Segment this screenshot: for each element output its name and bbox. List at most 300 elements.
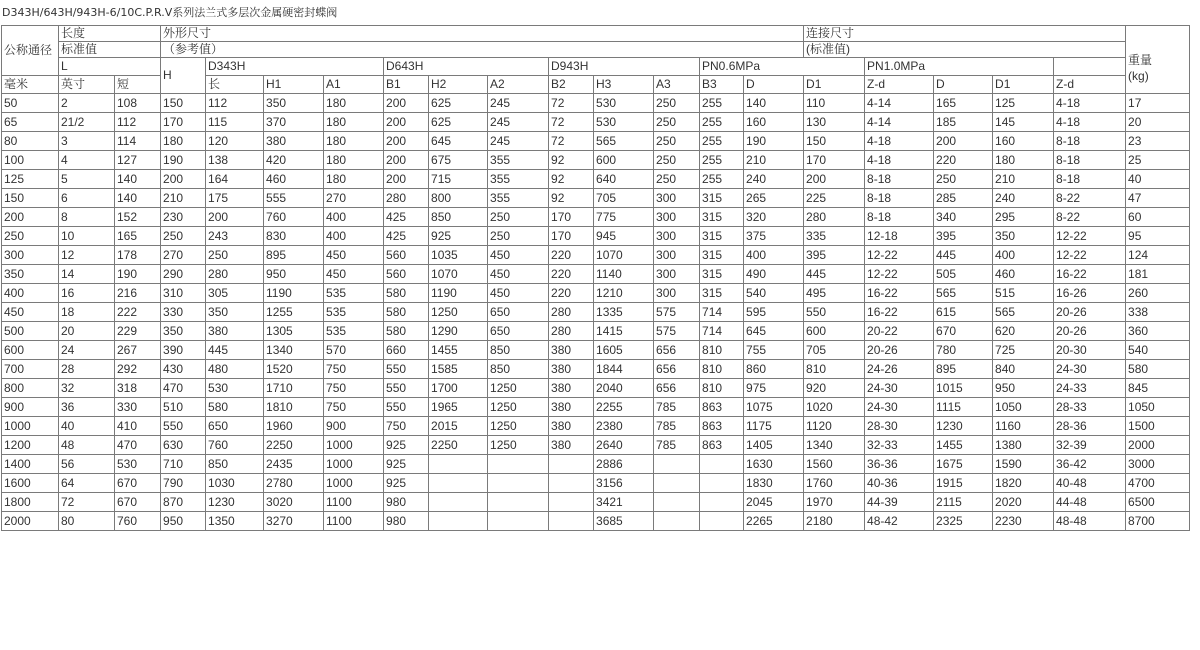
table-cell: 190 bbox=[744, 132, 804, 151]
table-cell: 550 bbox=[804, 303, 865, 322]
table-cell: 2115 bbox=[934, 493, 993, 512]
table-cell: 535 bbox=[324, 284, 384, 303]
table-cell: 656 bbox=[654, 341, 700, 360]
table-cell: 650 bbox=[488, 322, 549, 341]
table-cell: 124 bbox=[1126, 246, 1190, 265]
table-cell: 220 bbox=[549, 246, 594, 265]
table-cell: 895 bbox=[264, 246, 324, 265]
table-cell: 243 bbox=[206, 227, 264, 246]
table-cell: 785 bbox=[654, 398, 700, 417]
table-cell: 850 bbox=[488, 360, 549, 379]
table-cell: 380 bbox=[549, 398, 594, 417]
table-cell: 460 bbox=[264, 170, 324, 189]
table-cell: 280 bbox=[804, 208, 865, 227]
table-cell: 1175 bbox=[744, 417, 804, 436]
table-cell: 4-14 bbox=[865, 113, 934, 132]
table-cell: 615 bbox=[934, 303, 993, 322]
table-cell: 490 bbox=[744, 265, 804, 284]
table-row bbox=[2, 113, 1190, 132]
table-cell: 28-36 bbox=[1054, 417, 1126, 436]
table-cell: 338 bbox=[1126, 303, 1190, 322]
table-cell: 200 bbox=[384, 132, 429, 151]
table-cell: 245 bbox=[488, 113, 549, 132]
table-cell: 480 bbox=[206, 360, 264, 379]
table-cell: 8-18 bbox=[1054, 170, 1126, 189]
table-cell: 714 bbox=[700, 303, 744, 322]
table-cell: 150 bbox=[2, 189, 59, 208]
table-cell: 1070 bbox=[429, 265, 488, 284]
table-cell: 505 bbox=[934, 265, 993, 284]
table-cell: 1455 bbox=[429, 341, 488, 360]
table-cell: 640 bbox=[594, 170, 654, 189]
table-cell: 550 bbox=[384, 360, 429, 379]
table-cell: 1230 bbox=[934, 417, 993, 436]
table-cell: 23 bbox=[1126, 132, 1190, 151]
table-cell: 12-18 bbox=[865, 227, 934, 246]
table-cell: 300 bbox=[654, 265, 700, 284]
table-cell: 1585 bbox=[429, 360, 488, 379]
table-cell: 190 bbox=[161, 151, 206, 170]
table-cell: 1810 bbox=[264, 398, 324, 417]
table-cell: 178 bbox=[115, 246, 161, 265]
table-cell: 28-33 bbox=[1054, 398, 1126, 417]
table-cell: 295 bbox=[993, 208, 1054, 227]
table-cell: 180 bbox=[324, 151, 384, 170]
table-cell: 1140 bbox=[594, 265, 654, 284]
table-cell: 350 bbox=[264, 94, 324, 113]
table-cell: 114 bbox=[115, 132, 161, 151]
table-cell: 64 bbox=[59, 474, 115, 493]
table-cell: 400 bbox=[2, 284, 59, 303]
table-cell: 280 bbox=[549, 303, 594, 322]
table-cell: 580 bbox=[1126, 360, 1190, 379]
table-cell: 1820 bbox=[993, 474, 1054, 493]
table-cell: 1415 bbox=[594, 322, 654, 341]
header-model-d343h: D343H bbox=[206, 58, 384, 76]
table-cell: 850 bbox=[206, 455, 264, 474]
table-cell: 725 bbox=[993, 341, 1054, 360]
table-row bbox=[2, 246, 1190, 265]
table-cell: 340 bbox=[934, 208, 993, 227]
header-pn06: PN0.6MPa bbox=[700, 58, 865, 76]
table-cell: 200 bbox=[161, 170, 206, 189]
table-cell: 350 bbox=[993, 227, 1054, 246]
table-cell: 425 bbox=[384, 208, 429, 227]
header-sub-a1: A1 bbox=[324, 76, 384, 94]
table-cell: 670 bbox=[115, 493, 161, 512]
header-sub-h3: H3 bbox=[594, 76, 654, 94]
table-cell: 36-42 bbox=[1054, 455, 1126, 474]
table-cell: 580 bbox=[384, 303, 429, 322]
table-cell: 310 bbox=[161, 284, 206, 303]
table-cell: 850 bbox=[429, 208, 488, 227]
table-cell: 625 bbox=[429, 113, 488, 132]
table-cell: 1250 bbox=[488, 379, 549, 398]
table-cell: 1015 bbox=[934, 379, 993, 398]
table-cell: 1050 bbox=[993, 398, 1054, 417]
table-cell: 210 bbox=[744, 151, 804, 170]
table-cell bbox=[549, 512, 594, 531]
table-cell: 760 bbox=[115, 512, 161, 531]
header-length-label: 长度 bbox=[59, 26, 161, 42]
table-cell: 3156 bbox=[594, 474, 654, 493]
table-cell: 21/2 bbox=[59, 113, 115, 132]
table-cell: 28-30 bbox=[865, 417, 934, 436]
table-cell: 380 bbox=[549, 360, 594, 379]
table-cell: 925 bbox=[384, 436, 429, 455]
table-cell: 65 bbox=[2, 113, 59, 132]
table-cell: 1075 bbox=[744, 398, 804, 417]
table-cell: 2250 bbox=[429, 436, 488, 455]
header-sub-a2: A2 bbox=[488, 76, 549, 94]
table-cell bbox=[700, 455, 744, 474]
table-cell: 760 bbox=[206, 436, 264, 455]
table-cell: 120 bbox=[206, 132, 264, 151]
table-cell: 24-30 bbox=[865, 398, 934, 417]
table-cell: 620 bbox=[993, 322, 1054, 341]
table-cell: 863 bbox=[700, 436, 744, 455]
table-cell: 110 bbox=[804, 94, 865, 113]
table-cell: 560 bbox=[384, 246, 429, 265]
table-cell: 160 bbox=[744, 113, 804, 132]
table-cell: 200 bbox=[384, 94, 429, 113]
table-cell: 4-18 bbox=[1054, 113, 1126, 132]
table-cell: 40-48 bbox=[1054, 474, 1126, 493]
table-cell: 750 bbox=[384, 417, 429, 436]
table-cell: 44-48 bbox=[1054, 493, 1126, 512]
table-cell: 705 bbox=[594, 189, 654, 208]
table-cell: 24-33 bbox=[1054, 379, 1126, 398]
table-cell: 180 bbox=[324, 170, 384, 189]
table-cell bbox=[700, 474, 744, 493]
table-cell: 950 bbox=[264, 265, 324, 284]
table-cell bbox=[488, 493, 549, 512]
header-model-d643h: D643H bbox=[384, 58, 549, 76]
table-cell: 375 bbox=[744, 227, 804, 246]
table-cell: 360 bbox=[1126, 322, 1190, 341]
table-cell: 1600 bbox=[2, 474, 59, 493]
table-cell: 100 bbox=[2, 151, 59, 170]
table-row bbox=[2, 398, 1190, 417]
table-cell: 1255 bbox=[264, 303, 324, 322]
table-cell: 138 bbox=[206, 151, 264, 170]
table-cell: 630 bbox=[161, 436, 206, 455]
table-cell: 270 bbox=[324, 189, 384, 208]
table-cell: 245 bbox=[488, 132, 549, 151]
table-cell: 1960 bbox=[264, 417, 324, 436]
header-sub-h1: H1 bbox=[264, 76, 324, 94]
table-cell: 450 bbox=[488, 265, 549, 284]
table-cell: 80 bbox=[2, 132, 59, 151]
table-cell: 1500 bbox=[1126, 417, 1190, 436]
table-cell: 975 bbox=[744, 379, 804, 398]
table-cell: 840 bbox=[993, 360, 1054, 379]
table-cell: 48 bbox=[59, 436, 115, 455]
table-cell: 1290 bbox=[429, 322, 488, 341]
table-cell: 3020 bbox=[264, 493, 324, 512]
table-cell: 2325 bbox=[934, 512, 993, 531]
table-cell: 145 bbox=[993, 113, 1054, 132]
table-cell: 410 bbox=[115, 417, 161, 436]
table-cell bbox=[429, 455, 488, 474]
table-cell: 1675 bbox=[934, 455, 993, 474]
table-cell: 250 bbox=[934, 170, 993, 189]
table-cell: 40 bbox=[59, 417, 115, 436]
table-cell: 4-18 bbox=[865, 132, 934, 151]
table-cell: 8-18 bbox=[865, 189, 934, 208]
table-cell: 535 bbox=[324, 322, 384, 341]
table-cell: 755 bbox=[744, 341, 804, 360]
table-cell bbox=[654, 512, 700, 531]
table-cell: 4-18 bbox=[865, 151, 934, 170]
table-cell bbox=[654, 455, 700, 474]
table-cell: 670 bbox=[115, 474, 161, 493]
table-cell: 24-26 bbox=[865, 360, 934, 379]
table-cell: 540 bbox=[744, 284, 804, 303]
table-cell: 335 bbox=[804, 227, 865, 246]
table-cell: 300 bbox=[654, 227, 700, 246]
table-cell: 380 bbox=[549, 341, 594, 360]
table-cell: 595 bbox=[744, 303, 804, 322]
table-cell: 1800 bbox=[2, 493, 59, 512]
table-cell bbox=[429, 474, 488, 493]
table-cell: 2255 bbox=[594, 398, 654, 417]
table-cell: 20 bbox=[59, 322, 115, 341]
table-cell: 540 bbox=[1126, 341, 1190, 360]
table-cell: 1630 bbox=[744, 455, 804, 474]
table-cell: 1000 bbox=[324, 436, 384, 455]
table-cell: 48-42 bbox=[865, 512, 934, 531]
header-length-symbol: L bbox=[59, 58, 161, 76]
table-cell: 8700 bbox=[1126, 512, 1190, 531]
table-cell: 72 bbox=[59, 493, 115, 512]
header-outer-dimensions: 外形尺寸 bbox=[161, 26, 804, 42]
table-cell: 715 bbox=[429, 170, 488, 189]
table-cell: 2045 bbox=[744, 493, 804, 512]
table-cell: 380 bbox=[549, 379, 594, 398]
table-cell: 4700 bbox=[1126, 474, 1190, 493]
table-cell: 645 bbox=[429, 132, 488, 151]
table-cell: 700 bbox=[2, 360, 59, 379]
table-cell: 460 bbox=[993, 265, 1054, 284]
header-sub-long: 长 bbox=[206, 76, 264, 94]
table-cell: 8-22 bbox=[1054, 208, 1126, 227]
table-row bbox=[2, 265, 1190, 284]
table-cell: 3270 bbox=[264, 512, 324, 531]
table-cell: 355 bbox=[488, 189, 549, 208]
table-cell: 25 bbox=[1126, 151, 1190, 170]
table-cell: 1340 bbox=[264, 341, 324, 360]
header-sub-pn06-zd: Z-d bbox=[865, 76, 934, 94]
table-cell: 1000 bbox=[324, 455, 384, 474]
table-cell: 1335 bbox=[594, 303, 654, 322]
table-cell: 1350 bbox=[206, 512, 264, 531]
table-cell: 1000 bbox=[2, 417, 59, 436]
table-cell: 495 bbox=[804, 284, 865, 303]
table-cell: 24-30 bbox=[865, 379, 934, 398]
table-cell: 32 bbox=[59, 379, 115, 398]
table-cell bbox=[549, 474, 594, 493]
table-cell: 1970 bbox=[804, 493, 865, 512]
table-cell: 1250 bbox=[429, 303, 488, 322]
table-cell: 1700 bbox=[429, 379, 488, 398]
table-cell: 47 bbox=[1126, 189, 1190, 208]
table-cell: 510 bbox=[161, 398, 206, 417]
table-cell: 260 bbox=[1126, 284, 1190, 303]
table-cell: 229 bbox=[115, 322, 161, 341]
table-cell: 265 bbox=[744, 189, 804, 208]
table-cell: 6 bbox=[59, 189, 115, 208]
table-cell: 8-18 bbox=[865, 208, 934, 227]
table-cell: 395 bbox=[804, 246, 865, 265]
table-cell: 1560 bbox=[804, 455, 865, 474]
table-cell: 380 bbox=[264, 132, 324, 151]
table-cell: 250 bbox=[654, 113, 700, 132]
table-cell: 150 bbox=[161, 94, 206, 113]
table-cell: 280 bbox=[206, 265, 264, 284]
table-cell: 3 bbox=[59, 132, 115, 151]
header-model-d943h: D943H bbox=[549, 58, 700, 76]
table-cell: 3421 bbox=[594, 493, 654, 512]
table-cell: 1030 bbox=[206, 474, 264, 493]
table-cell: 355 bbox=[488, 151, 549, 170]
table-cell: 72 bbox=[549, 132, 594, 151]
table-cell: 300 bbox=[654, 189, 700, 208]
table-cell: 550 bbox=[384, 398, 429, 417]
table-cell: 112 bbox=[206, 94, 264, 113]
table-cell: 850 bbox=[488, 341, 549, 360]
header-sub-b2: B2 bbox=[549, 76, 594, 94]
table-cell: 200 bbox=[2, 208, 59, 227]
table-cell: 170 bbox=[161, 113, 206, 132]
table-cell: 925 bbox=[429, 227, 488, 246]
table-cell: 220 bbox=[934, 151, 993, 170]
table-cell: 925 bbox=[384, 474, 429, 493]
table-cell: 24-30 bbox=[1054, 360, 1126, 379]
table-cell: 710 bbox=[161, 455, 206, 474]
table-cell: 1160 bbox=[993, 417, 1054, 436]
table-cell: 4-14 bbox=[865, 94, 934, 113]
table-cell: 580 bbox=[206, 398, 264, 417]
table-cell: 216 bbox=[115, 284, 161, 303]
table-cell: 565 bbox=[934, 284, 993, 303]
table-cell: 315 bbox=[700, 265, 744, 284]
table-row bbox=[2, 94, 1190, 113]
table-cell: 535 bbox=[324, 303, 384, 322]
table-cell: 400 bbox=[744, 246, 804, 265]
table-cell: 1605 bbox=[594, 341, 654, 360]
table-cell: 56 bbox=[59, 455, 115, 474]
table-cell: 625 bbox=[429, 94, 488, 113]
table-cell: 750 bbox=[324, 398, 384, 417]
table-cell bbox=[654, 474, 700, 493]
table-cell: 150 bbox=[804, 132, 865, 151]
table-cell: 450 bbox=[324, 265, 384, 284]
table-row bbox=[2, 227, 1190, 246]
table-cell: 255 bbox=[700, 113, 744, 132]
table-cell: 140 bbox=[115, 170, 161, 189]
table-cell: 1190 bbox=[429, 284, 488, 303]
table-cell: 16 bbox=[59, 284, 115, 303]
table-cell: 16-26 bbox=[1054, 284, 1126, 303]
table-cell: 445 bbox=[804, 265, 865, 284]
table-cell: 1760 bbox=[804, 474, 865, 493]
table-cell: 3685 bbox=[594, 512, 654, 531]
table-cell: 750 bbox=[324, 360, 384, 379]
table-cell: 1230 bbox=[206, 493, 264, 512]
table-cell: 580 bbox=[384, 284, 429, 303]
table-cell: 445 bbox=[934, 246, 993, 265]
table-cell: 380 bbox=[549, 436, 594, 455]
table-cell: 810 bbox=[700, 341, 744, 360]
table-cell: 530 bbox=[594, 94, 654, 113]
table-cell: 200 bbox=[384, 151, 429, 170]
table-cell: 1100 bbox=[324, 493, 384, 512]
table-cell: 1305 bbox=[264, 322, 324, 341]
table-cell: 3000 bbox=[1126, 455, 1190, 474]
table-cell: 714 bbox=[700, 322, 744, 341]
table-cell: 285 bbox=[934, 189, 993, 208]
table-cell bbox=[488, 512, 549, 531]
table-cell: 870 bbox=[161, 493, 206, 512]
table-cell: 24 bbox=[59, 341, 115, 360]
table-cell: 125 bbox=[2, 170, 59, 189]
table-cell: 2015 bbox=[429, 417, 488, 436]
table-cell: 14 bbox=[59, 265, 115, 284]
table-row bbox=[2, 151, 1190, 170]
table-cell: 250 bbox=[2, 227, 59, 246]
table-cell: 1190 bbox=[264, 284, 324, 303]
table-cell: 980 bbox=[384, 493, 429, 512]
table-cell: 12-22 bbox=[1054, 227, 1126, 246]
table-cell: 170 bbox=[549, 208, 594, 227]
header-sub-mm: 毫米 bbox=[2, 76, 59, 94]
table-cell: 1100 bbox=[324, 512, 384, 531]
table-cell: 17 bbox=[1126, 94, 1190, 113]
table-cell: 380 bbox=[206, 322, 264, 341]
table-row bbox=[2, 132, 1190, 151]
table-cell: 12 bbox=[59, 246, 115, 265]
table-cell: 16-22 bbox=[865, 284, 934, 303]
table-cell: 2020 bbox=[993, 493, 1054, 512]
table-cell: 450 bbox=[488, 284, 549, 303]
table-cell: 400 bbox=[324, 227, 384, 246]
table-cell: 250 bbox=[488, 208, 549, 227]
table-cell: 92 bbox=[549, 151, 594, 170]
table-cell: 645 bbox=[744, 322, 804, 341]
table-cell: 500 bbox=[2, 322, 59, 341]
table-cell: 181 bbox=[1126, 265, 1190, 284]
table-cell: 2000 bbox=[2, 512, 59, 531]
table-cell: 1035 bbox=[429, 246, 488, 265]
table-cell bbox=[549, 455, 594, 474]
header-length-standard: 标准值 bbox=[59, 42, 161, 58]
table-cell: 4-18 bbox=[1054, 94, 1126, 113]
table-cell: 370 bbox=[264, 113, 324, 132]
table-cell: 400 bbox=[993, 246, 1054, 265]
table-cell: 210 bbox=[993, 170, 1054, 189]
table-cell: 300 bbox=[654, 246, 700, 265]
header-sub-pn06-d1: D1 bbox=[804, 76, 865, 94]
table-cell: 92 bbox=[549, 189, 594, 208]
table-cell: 92 bbox=[549, 170, 594, 189]
table-cell: 565 bbox=[993, 303, 1054, 322]
table-cell: 280 bbox=[384, 189, 429, 208]
table-cell: 515 bbox=[993, 284, 1054, 303]
table-cell: 810 bbox=[804, 360, 865, 379]
table-cell: 250 bbox=[654, 170, 700, 189]
table-cell: 1210 bbox=[594, 284, 654, 303]
